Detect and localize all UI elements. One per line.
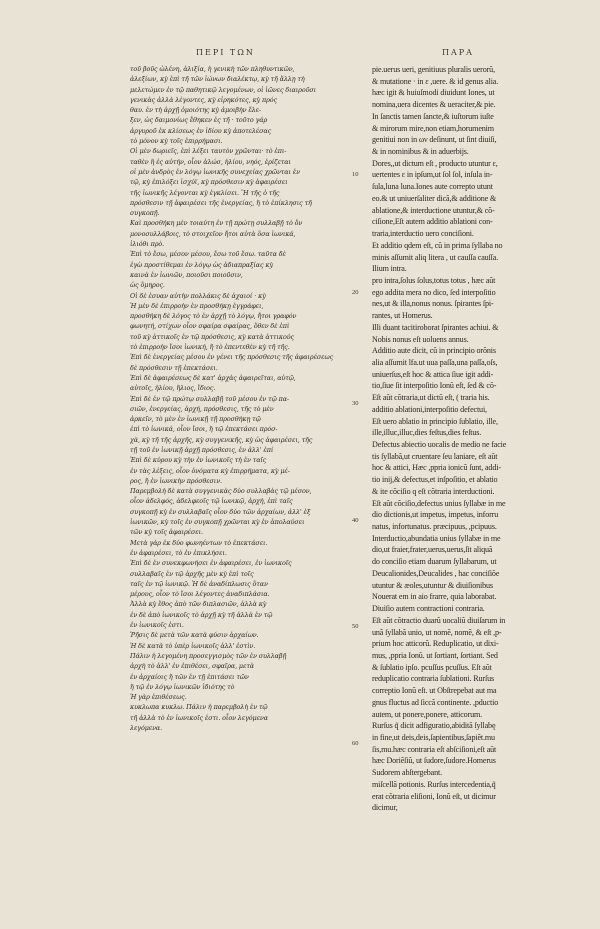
latin-text-line: Illi duant tacitiroborat ſpirantes achiui. & — [372, 322, 499, 332]
greek-text-line: Ἐπὶ δὲ κύρου κỳ τὴν ἐν ἰωνικοῖς τὴ ἐν ταῖς — [130, 456, 267, 465]
latin-text-line: Eſt aũt cõtraria,ut dictũ eſt, ( traria his. — [372, 393, 490, 403]
line-number: 30 — [352, 400, 359, 408]
greek-text-line: ρος, ἢ ἐν ἰωνικὴν πρόσθεσιν. — [130, 476, 222, 485]
latin-text-line: tio,ſiue ſit interpoſitio Ionũ eſt, ſed & cõ- — [372, 381, 497, 391]
greek-text-line: χὰ, κỳ τῆ τῆς ἀρχῆς, κỳ συγγενικῆς, κỳ ὡς ἀφαιρέσει, τῆς — [130, 435, 313, 444]
latin-text-line: unã ſyllabã unio, ut nomẽ, nomẽ, & eſt ,p- — [372, 627, 502, 637]
greek-text-line: τὸ μόνον κỳ τοῖς ἐπιρρήμασι. — [130, 137, 223, 146]
latin-text-line: Ilium intra. — [372, 264, 407, 274]
greek-text-line: Πάλιν ἡ λεγομένη προσεγγισμὸς τῶν ἐν συλλαβῇ — [130, 651, 287, 660]
greek-text-line: τῷ, κỳ ἐπιλόξει ἰσχύϊ, κỳ πρόσθεσιν κỳ ἀφαιρέσει — [130, 178, 288, 187]
latin-text-line: Nobis nonus eſt uoluens annus. — [372, 334, 469, 344]
greek-text-line: Ἡ μὲν δὲ ἐπιρροὴν ἐν προσθήκῃ ἐγγράφει, — [130, 301, 264, 310]
greek-text-line: μονοσυλλάβοις, τὸ στοιχεῖον ἤτοι αὐτὰ ὅσα ἰωνικά, — [130, 229, 296, 238]
greek-text-line: ἰλιόθι πρὸ. — [130, 240, 165, 249]
greek-text-line: τὸ ἐπιρροὴν ἴσοι ἰωνική, ἢ τὸ ἐπεντεθὲν κỳ τῆ τῆς. — [130, 343, 290, 352]
greek-text-line: Ἐπὶ δὲ ἐνεργείας μέσου ἐν γένει τῆς πρόσθεσις τῆς ἀφαιρέσεως — [130, 353, 334, 362]
latin-text-line: In ſanctis tamen ſancte,& iuſtorum iuſte — [372, 111, 494, 121]
greek-text-line: ἀρχὴ τὸ ἀλλ' ἐν ἐπιθέσει, σφαῖρα, μετὰ — [130, 662, 254, 671]
latin-text-line: Et additio qdem eſt, cũ in prima ſyllaba no — [372, 240, 503, 250]
latin-text-line: mus, ,ppria Ionũ. ut ſortiant, ſortiant. Sed — [372, 650, 498, 660]
greek-text-line: καινὰ ἐν ἰωνιῶν, ποιοῦσι ποιοῦσιν, — [130, 270, 243, 279]
latin-text-line: hæc Doriẽſiũ, ut ſudore,ſudore.Homerus — [372, 756, 496, 766]
latin-text-line: ciſione,Eſt autem additio ablationi con- — [372, 217, 493, 227]
greek-text-line: ἐν ἀρχαίοις ἢ τῶν ἐν τῇ ἐπιτάσει τῶν — [130, 672, 249, 681]
greek-text-line: πρόσθεσιν τῇ ἀφαιρέσει τῆς ἐνεργείας, ἢ τὸ ἐπίκλησις τῆ — [130, 198, 312, 207]
greek-text-line: οἱ μὲν ἀνδρὸς ἐν λόγῳ ἰωνικῆς συνεχείας χρῶνται ἐν — [130, 167, 300, 176]
latin-text-line: nes,ut & illa,nonus nonus. ſpirantes ſpi- — [372, 299, 494, 309]
greek-text-line: ἐγὼ προστίθεμαι ἐν λόγῳ ὡς ἀδιαπραξίας κỳ — [130, 260, 274, 269]
latin-text-line: dicimur, — [372, 803, 398, 813]
greek-text-line: γενικὰς ἀλλὰ λέγοντες, κỳ εἰρηκότες, κỳ πρός — [130, 95, 277, 104]
greek-text-line: Ἐπὶ δὲ ἐν τῷ πρώτῳ συλλαβῇ τοῦ μέσου ἐν τῷ πα- — [130, 394, 289, 403]
latin-text-line: Rurſus q̃ dicit adfiguratio,abiditã ſyllabę — [372, 721, 496, 731]
greek-text-line: συγκοπῇ. — [130, 209, 160, 218]
line-number: 10 — [352, 171, 359, 179]
greek-text-line: θαυ. ἐν τὴ ἀρχῇ ὁμοιότης κỳ ἀμοιβὴν ἔλε- — [130, 106, 261, 115]
latin-text-line: hoc & attici, Hæc ,ppria ionicũ ſunt, addi- — [372, 463, 501, 473]
greek-text-line: ἐν τὰς λέξεις, οἷον ὀνόματα κỳ ἐπιρρήματα, κỳ μέ- — [130, 466, 290, 475]
greek-text-line: Οἱ μὲν δωριεῖς, ἐπὶ λέξει ταυτὸν χρῶνται· τὸ ἐπι- — [130, 147, 287, 156]
latin-text-line: tis ſyllabã,ut cruentare ſeu laniare, eſt aũt — [372, 451, 498, 461]
latin-text-line: & mirorum mire,non etiam,horumenim — [372, 123, 494, 133]
greek-text-line: μέρους, οἷον τὸ ἴσοι λέγοντες ἀναδιπλάσια. — [130, 590, 270, 599]
greek-text-line: Ἐπὶ τὸ ἔσω, μέσον μέσου, ἔσω τοῦ ἔσω. ταῦτα δὲ — [130, 250, 286, 259]
greek-text-line: συγκοπῇ κỳ ἐν συλλαβαῖς οἷον δύο τῶν ἀρχαίων, ἀλλ' ἐξ — [130, 507, 311, 516]
latin-text-line: rantes, ut Homerus. — [372, 311, 433, 321]
greek-text-line: ξεν, ὡς δαιμονίως ἔθηκεν ἐς τῆ · τοῦτο γάρ — [130, 116, 268, 125]
latin-text-line: & mutatione · in ε ,uere. & id genus alia. — [372, 76, 499, 86]
greek-text-line: σιῶν, ἐνεργείας, ἀρχή, πρόσθεσις, τῆς τὸ μὲν — [130, 404, 274, 413]
greek-text-line: τοῦ κỳ ἀττικοῖς ἐν τῷ πρόσθεσις, κỳ κατὰ ἀττικούς — [130, 332, 294, 341]
latin-text-line: hæc igit & huiuſmodi diuidunt Iones, ut — [372, 88, 495, 98]
latin-text-line: minis aſſumit aliq litera , ut cauſſa cauſſa. — [372, 252, 499, 262]
greek-text-line: ἢ τῷ ἐν λόγῳ ἰωνικῶν ἰδιότης τὸ — [130, 682, 235, 691]
latin-text-line: gnus fluctus ad ſiccã continente. ,pductio — [372, 697, 499, 707]
latin-text-line: Dores,,ut dictum eſt , producto utuntur ε, — [372, 158, 498, 168]
greek-text-line: ἐν ἀφαιρέσει, τὸ ἐν ἐπικλήσει. — [130, 548, 227, 557]
latin-text-line: pro intra,ſolus ſolus,totus totus , hæc aũt — [372, 275, 496, 285]
latin-text-line: ſula,luna luna.Iones aute correpto utunt — [372, 182, 493, 192]
latin-text-line: alia aſſumit lfa.ut uua paſſa,una paſſa,oſs, — [372, 357, 498, 367]
latin-text-line: uertentes ε in ipſum,ut ſol ſol, inſula in- — [372, 170, 493, 180]
latin-text-line: Diuiſio autem contractioni contraria. — [372, 604, 485, 614]
latin-text-line: miſcellã potionis. Rurſus intercedentia,q̃ — [372, 779, 496, 789]
greek-text-line: ταῖς ἐν τῷ ἰωνικῷ. Ἡ δὲ ἀναδίπλωσις ὅταν — [130, 579, 268, 588]
greek-text-line: λεγόμενα. — [130, 724, 163, 732]
latin-text-line: reduplicatio contraria ſublationi. Rurſus — [372, 674, 494, 684]
greek-text-line: Ῥῆσις δὲ μετὰ τῶν κατὰ φύσιν ἀρχαίων. — [130, 631, 259, 640]
greek-text-line: Ἡ γὰρ ἐπιθέσεως. — [130, 693, 187, 702]
greek-column — [130, 64, 355, 733]
greek-text-line: Μετὰ γὰρ ἐκ δύο φωνηέντων τὸ ἐπεκτάσει. — [130, 538, 268, 547]
line-number: 60 — [352, 739, 359, 747]
running-head-left: ΠΕΡΙ ΤΩΝ — [196, 48, 255, 57]
latin-text-line: ablatione,& interductione utuntur,& cõ- — [372, 205, 495, 215]
greek-text-line: ὡς ὅμηρος. — [130, 281, 165, 290]
greek-text-line: ἀργυροῦ ἐκ κλίσεως ἐν ἰδίου κỳ ἀποτελέσας — [130, 126, 272, 135]
latin-text-line: Additio aute dicit, cũ in principio orõnis — [372, 346, 496, 356]
greek-text-line: προσθήκη δὲ λόγος τὸ ἐν ἀρχῇ τὸ λόγῳ, ἤτοι γραφόν — [130, 312, 297, 321]
latin-text-line: autem, ut ponere,ponere, atticorum. — [372, 709, 483, 719]
greek-text-line: οἷον ἀδελφός, ἀδελφεοῖς τῷ ἰωνικῷ, ἀρχή, ἐπὶ ταῖς — [130, 497, 293, 506]
greek-text-line: φωνητή, στίχων οἷον σφαίρα σφαίρας, ὅθεν δὲ ἐπὶ — [130, 322, 290, 331]
greek-text-line: ταθὲν ἢ ἐς αὐτήν, οἷον ἀλώσ, ἡλίου, νηός, ἐρίζεται — [130, 157, 291, 166]
greek-text-line: Ἡ δὲ κατὰ τὸ ὑπὲρ ἰωνικοῖς ἀλλ' ἐστὶν. — [130, 641, 256, 650]
latin-text-line: Eſt aũt cõciſio,defectus unius ſyllabæ in me — [372, 498, 506, 508]
latin-text-line: tio inij,& defectus,et inſpoſitio, et ablatio — [372, 475, 498, 485]
greek-text-line: συλλαβαῖς ἐν τῷ ἀρχῆς μὲν κỳ ἐπὶ τοῖς — [130, 569, 254, 578]
latin-text-line: Eſt aũt cõtractio duarũ uocaliũ diuiſarum in — [372, 615, 506, 625]
greek-text-line: τῆς ἰωνικῆς λέγονται κỳ ἐγκλίσει. Ἢ τῆς ὁ τῆς — [130, 188, 280, 197]
latin-text-line: utuntur & æoles,utuntur & diuiſionibus — [372, 580, 493, 590]
latin-text-line: correptio Ionũ eſt. ut Obſtrepebat aut ma — [372, 686, 497, 696]
latin-text-line: eo.& ut uniuerſaliter dicã,& additione & — [372, 193, 497, 203]
greek-text-line: ἐν ἰωνικοῖς ἐστι. — [130, 621, 184, 630]
latin-text-line: dio,ut fraier,frater,uerus,uerus,ſit aliquã — [372, 545, 493, 555]
line-number: 40 — [352, 517, 359, 525]
latin-text-line: & ite cõciſio q eſt cõtraria interductioni. — [372, 486, 495, 496]
greek-text-line: τῆ ἀλλὰ τὸ ἐν ἰωνικοῖς ἐστι. οἷον λεγόμενα — [130, 713, 268, 722]
greek-text-line: κυκλωπα κυκλω. Πάλιν ἡ παρεμβολὴ ἐν τῷ — [130, 703, 268, 712]
greek-text-line: αὐτοῖς, ἡλίου, ἥλιος, ἴδιος. — [130, 384, 216, 393]
latin-text-line: dio dictionis,ut impetus, impetus, inforru — [372, 510, 499, 520]
latin-text-line: erat cõtraria eliſioni, Ionũ eſt, ut dicimur — [372, 791, 496, 801]
latin-text-line: Eſt uero ablatio in principio ſublatio, ille, — [372, 416, 498, 426]
greek-text-line: Ἐπὶ δὲ ἀφαιρέσεως δὲ κατ' ἀρχὰς ἀφαιρεῖται, αὐτῷ, — [130, 373, 296, 382]
line-number: 50 — [352, 622, 359, 630]
greek-text-line: Ἐπὶ δὲ ἐν συνεκφωνήσει ἐν ἀφαιρέσει, ἐν ἰωνικοῖς — [130, 559, 292, 568]
line-number: 20 — [352, 288, 359, 296]
greek-text-line: ἐπὶ τὸ ἰωνικά, οἷον ἴσοι, ἢ τῷ ἐπεκτάσει πρόσ- — [130, 425, 278, 434]
latin-text-line: Nouerat em in aio frarre, quia laborabat. — [372, 592, 497, 602]
latin-text-line: additio ablationi,interpoſitio defectui, — [372, 404, 487, 414]
running-head-right: ΠΑΡΑ — [442, 48, 474, 57]
latin-text-line: traria,interductio uero conciſioni. — [372, 229, 474, 239]
latin-text-line: prium hoc atticorũ. Reduplicatio, ut dixi- — [372, 639, 499, 649]
greek-text-line: ἀρκεῖν, τὸ μὲν ἐν ἰωνικῇ τῇ προσθήκῃ τῷ — [130, 415, 261, 424]
greek-text-line: ἰωνικῶν, κỳ τοῖς ἐν συγκοπῇ χρῶνται κỳ ἐν ἀπολαύσει — [130, 518, 305, 527]
greek-text-line: Οἱ δὲ ἐσυαν αὐτὴν πολλάκις δὲ ἀχαιοί · κỳ — [130, 291, 266, 300]
latin-column — [372, 64, 567, 814]
greek-text-line: Ἀλλὰ κỳ ἔθος ἀπὸ τῶν διπλασιῶν, ἀλλὰ κỳ — [130, 600, 267, 609]
greek-text-line: ἀλεξίων, κỳ ἐπὶ τῆ τῶν ἰώνων διαλέκτῳ, κỳ τῆ ἄλλῃ τὴ — [130, 75, 305, 84]
latin-text-line: do conciſio etiam duarum ſyllabarum, ut — [372, 557, 497, 567]
greek-text-line: μελετώμεν ἐν τῷ παθητικῷ λεγομένων, οἱ ἰῶνες διαιροῦσι — [130, 85, 317, 94]
latin-text-line: uniuerſus,eſt hoc & attica ſiue igit addi- — [372, 369, 494, 379]
latin-text-line: & in nominibus & in aduerbijs. — [372, 147, 469, 157]
greek-text-line: ἐν δὲ ἀπὸ ἰωνικοῖς τὸ ἀρχῇ κỳ τῆ ἀλλὰ ἐν τῷ — [130, 610, 273, 619]
latin-text-line: natus, infortunatus. præcipuus, ,pcipuus. — [372, 522, 497, 532]
greek-text-line: τῇ τοῦ ἐν ἰωνικῇ ἀρχῇ πρόσθεσις, ἐν ἀλλ' ἐπί — [130, 445, 274, 454]
greek-text-line: Καὶ προσθήκη μὲν τοιαύτη ἐν τῇ πρώτῃ συλλαβῇ τὸ ὄν — [130, 219, 303, 228]
greek-text-line: τοῦ βοῦς ὠλένη, ἀλιξία, ἡ γενικὴ τῶν πληθυντικῶν, — [130, 65, 295, 73]
latin-text-line: pie.uerus ueri, genitiuus pluralis uerorũ, — [372, 65, 495, 74]
latin-text-line: ego addita mera no dico, ſed interpoſitio — [372, 287, 496, 297]
greek-text-line: Παρεμβολὴ δὲ κατὰ συγγενικὰς δύο συλλαβὰς τῷ μέσον, — [130, 487, 312, 496]
latin-text-line: genitiui non in ων deſinunt, ut ſint diuiſi, — [372, 135, 497, 145]
latin-text-line: nomina,uera dicentes & ueraciter,& pie. — [372, 100, 496, 110]
latin-text-line: Defectus abiectio uocalis de medio ne facie — [372, 440, 507, 449]
latin-text-line: ſis,mu.hæc contraria eſt abſciſioni,eſt aũt — [372, 744, 497, 754]
greek-text-line: τῶν κỳ τοῖς ἀφαιρέσει. — [130, 528, 203, 537]
latin-text-line: Sudorem abſtergebant. — [372, 768, 442, 778]
latin-text-line: & ſublatio ipſo. pcuſſus pcuſſus. Eſt aũt — [372, 662, 492, 672]
latin-text-line: in fine,ut deis,deis,ſapientibus,ſapiẽt.mu — [372, 732, 495, 742]
latin-text-line: Interductio,abundatia unius ſyllabæ in me — [372, 533, 501, 543]
latin-text-line: ille,illuc,illuc,dies feſtus,dies feſtus. — [372, 428, 482, 438]
greek-text-line: δὲ πρόσθεσιν τῇ ἐπεκτάσει. — [130, 363, 218, 372]
latin-text-line: Deucalionides,Deucalides , hac conciſiõe — [372, 568, 500, 578]
